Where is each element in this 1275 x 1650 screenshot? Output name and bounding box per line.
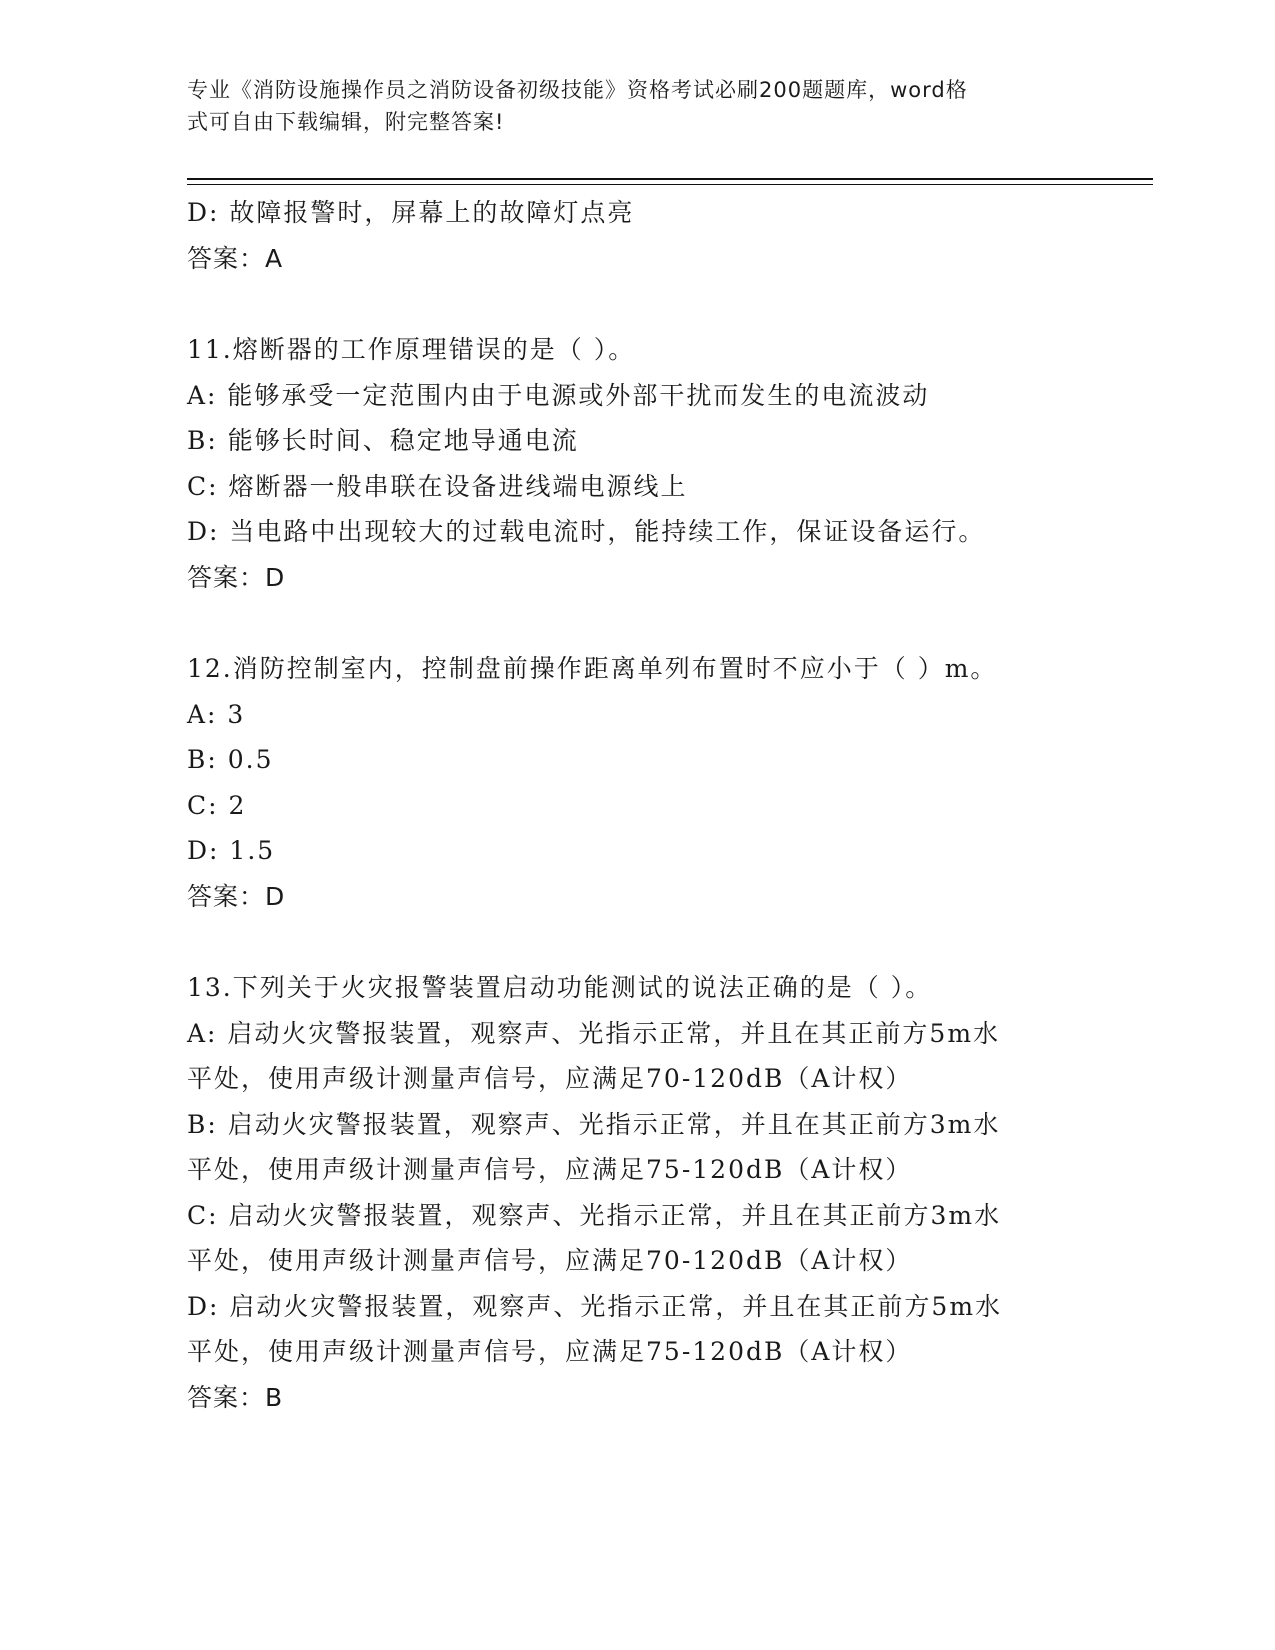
- question-11-option-c: C: 熔断器一般串联在设备进线端电源线上: [187, 471, 688, 501]
- question-13-option-b-line-1: B: 启动火灾警报装置，观察声、光指示正常，并且在其正前方3m水: [187, 1109, 1001, 1139]
- question-13-option-a-line-1: A: 启动火灾警报装置，观察声、光指示正常，并且在其正前方5m水: [187, 1018, 1001, 1048]
- header-rule-thick: [187, 178, 1153, 180]
- question-11-answer: 答案：D: [187, 562, 286, 592]
- prev-question-tail: [187, 190, 1087, 281]
- prev-option-d: D: 故障报警时，屏幕上的故障灯点亮: [187, 198, 635, 227]
- prev-answer: 答案：A: [187, 243, 284, 273]
- spacer: [187, 281, 1087, 327]
- question-11-option-d: D: 当电路中出现较大的过载电流时，能持续工作，保证设备运行。: [187, 517, 986, 546]
- question-12-text: 12.消防控制室内，控制盘前操作距离单列布置时不应小于（ ）m。: [187, 654, 998, 683]
- question-11-text: 11.熔断器的工作原理错误的是（ ）。: [187, 335, 636, 364]
- question-12-option-d: D: 1.5: [187, 836, 276, 865]
- question-13-option-d-line-2: 平处，使用声级计测量声信号，应满足75-120dB（A计权）: [187, 1337, 913, 1366]
- question-12: [187, 646, 1087, 919]
- question-12-option-b: B: 0.5: [187, 745, 274, 774]
- question-13-answer: 答案：B: [187, 1382, 284, 1412]
- header-line-2: 式可自由下载编辑，附完整答案!: [187, 110, 505, 134]
- question-13-option-c-line-2: 平处，使用声级计测量声信号，应满足70-120dB（A计权）: [187, 1246, 913, 1275]
- question-13-option-a-line-2: 平处，使用声级计测量声信号，应满足70-120dB（A计权）: [187, 1064, 913, 1093]
- question-11-option-a: A: 能够承受一定范围内由于电源或外部干扰而发生的电流波动: [187, 380, 930, 410]
- question-11: [187, 327, 1087, 600]
- question-content: [187, 190, 1087, 1420]
- question-13-option-d-line-1: D: 启动火灾警报装置，观察声、光指示正常，并且在其正前方5m水: [187, 1291, 1003, 1321]
- document-header: [187, 74, 1067, 138]
- spacer: [187, 919, 1087, 965]
- question-12-option-c: C: 2: [187, 790, 247, 820]
- question-12-option-a: A: 3: [187, 699, 246, 729]
- question-13: [187, 965, 1087, 1420]
- question-13-option-b-line-2: 平处，使用声级计测量声信号，应满足75-120dB（A计权）: [187, 1155, 913, 1184]
- header-line-1: 专业《消防设施操作员之消防设备初级技能》资格考试必刷200题题库，word格: [187, 78, 968, 102]
- spacer: [187, 600, 1087, 646]
- question-13-text: 13.下列关于火灾报警装置启动功能测试的说法正确的是（ ）。: [187, 973, 933, 1002]
- question-11-option-b: B: 能够长时间、稳定地导通电流: [187, 426, 579, 455]
- question-12-answer: 答案：D: [187, 881, 286, 911]
- header-rule-thin: [187, 184, 1153, 185]
- question-13-option-c-line-1: C: 启动火灾警报装置，观察声、光指示正常，并且在其正前方3m水: [187, 1200, 1002, 1230]
